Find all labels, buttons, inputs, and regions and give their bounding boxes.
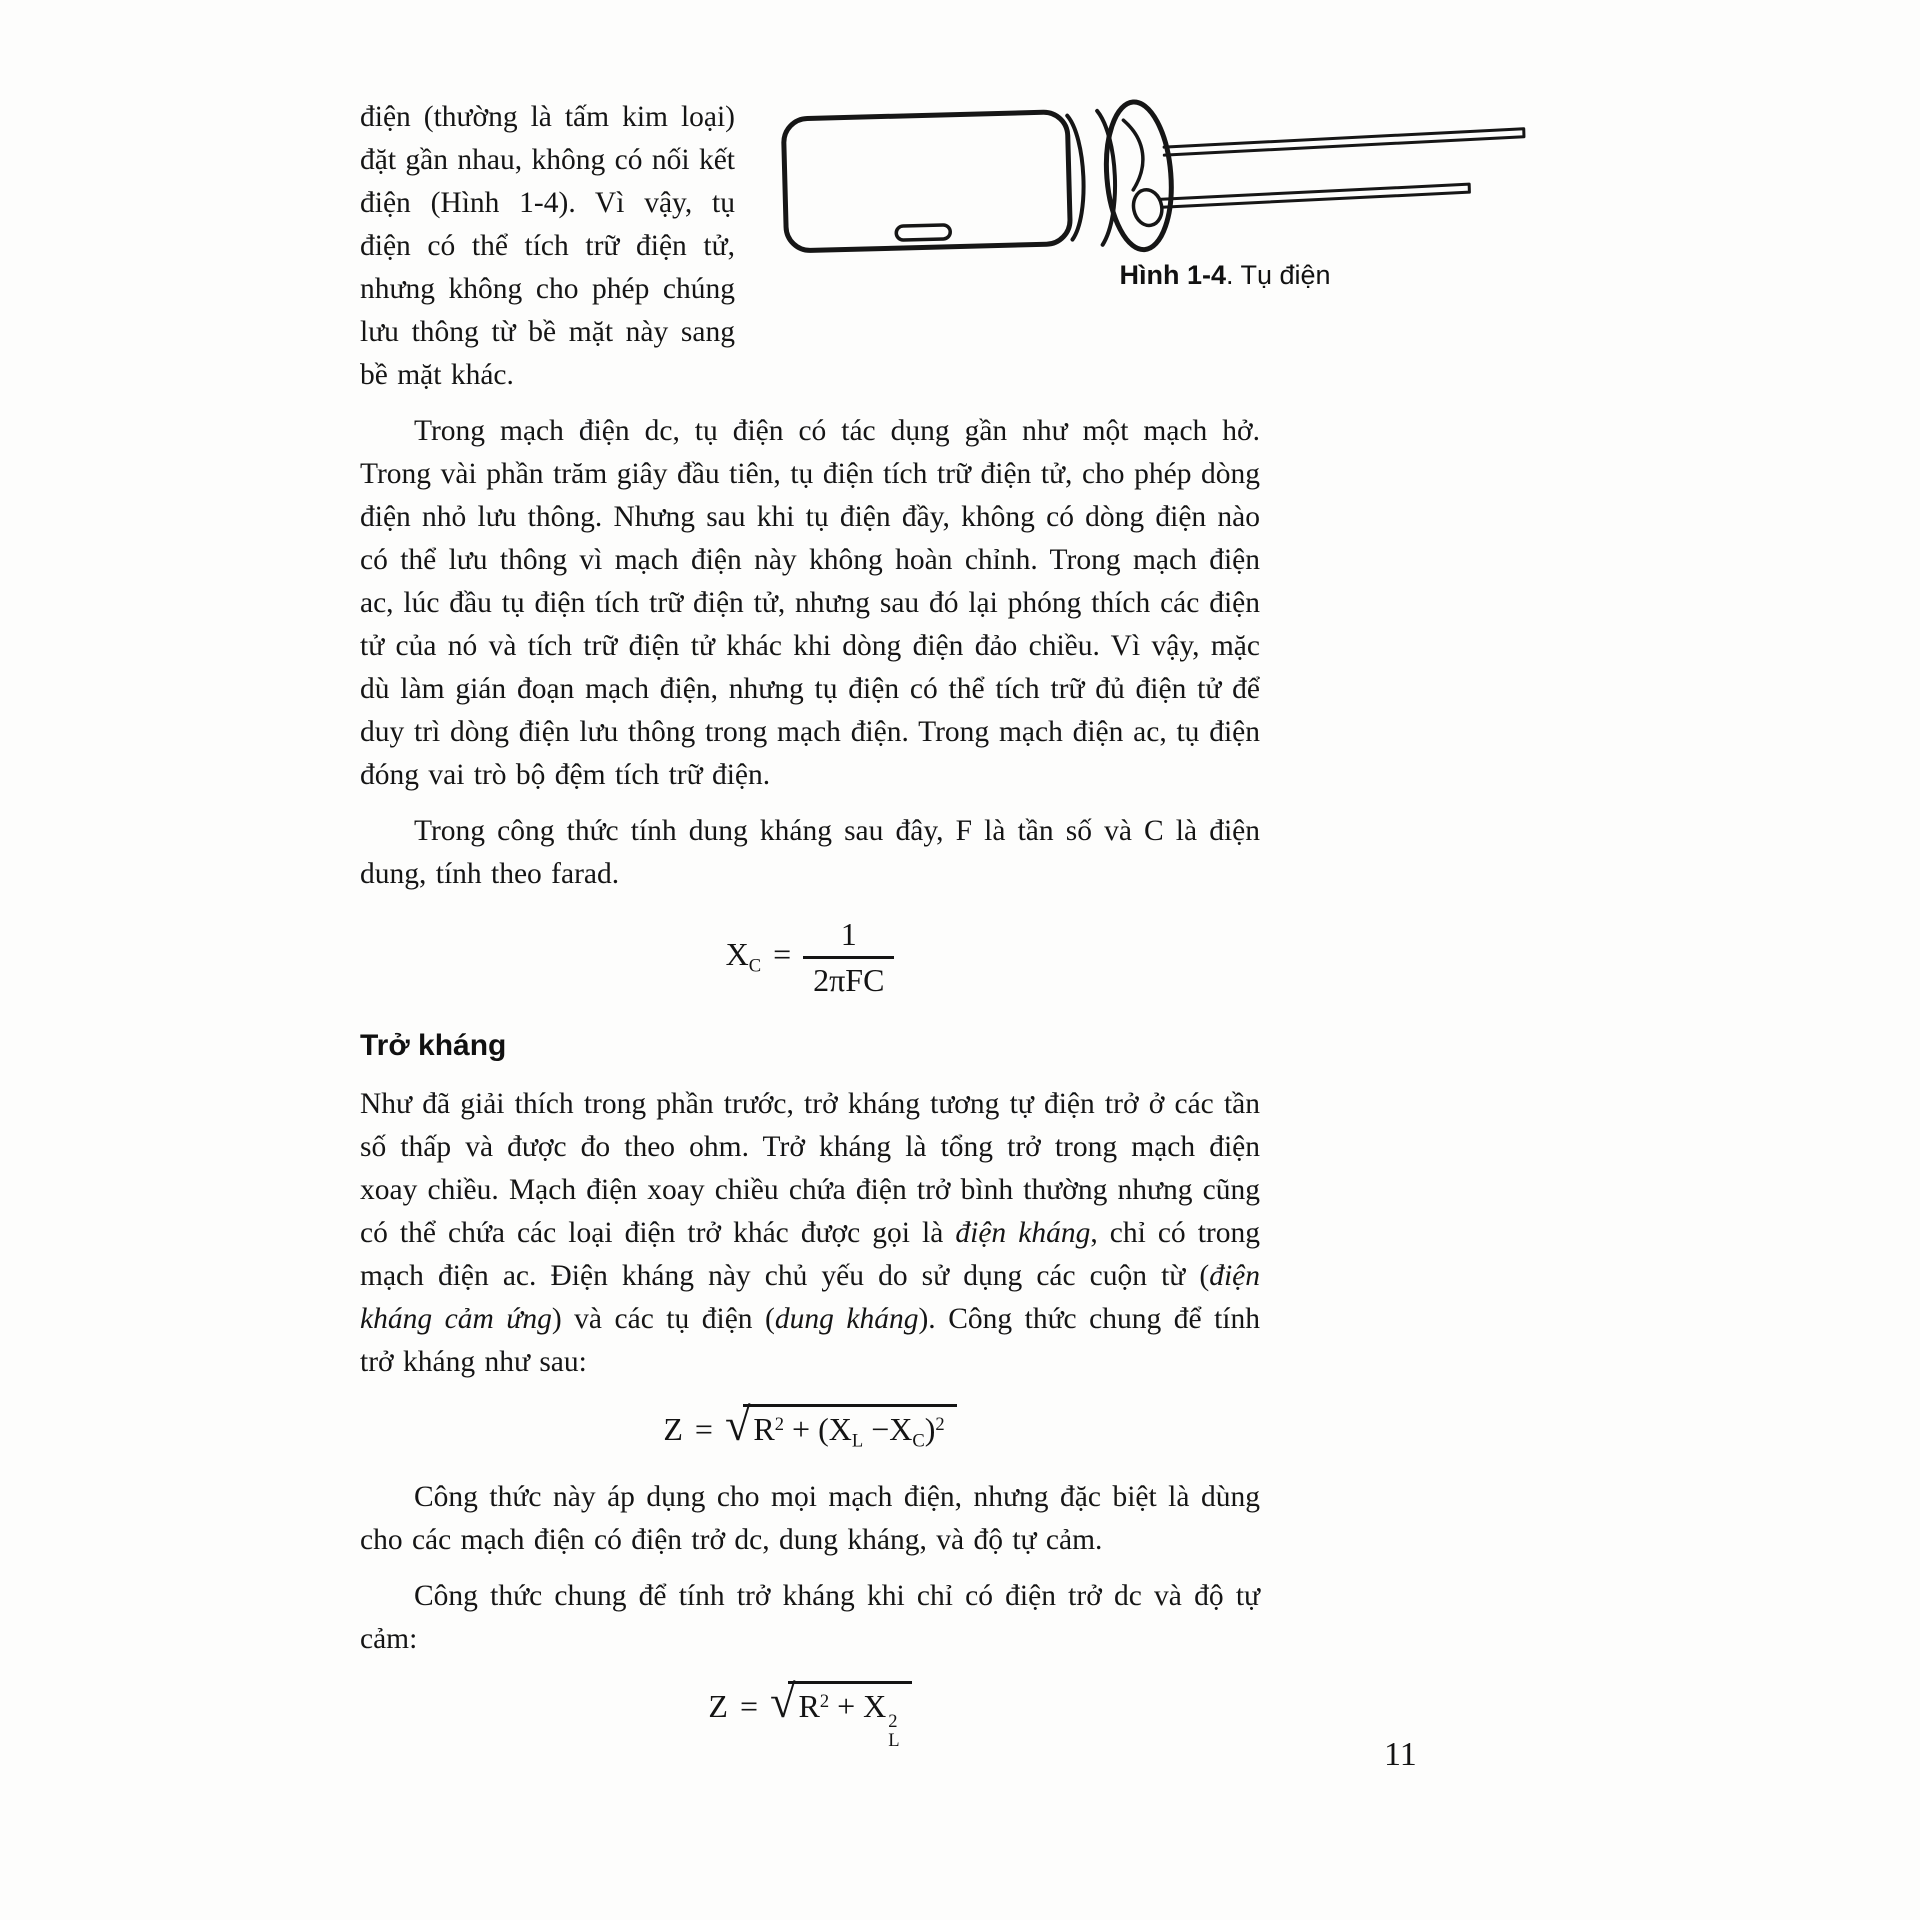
formula-impedance-general bbox=[360, 1400, 1260, 1452]
capacitor-intro-section bbox=[360, 96, 1331, 397]
text-segment-italic: điện kháng cảm ứng bbox=[360, 1260, 1260, 1335]
figure-1-4 bbox=[755, 98, 1545, 312]
radical-sign: √ bbox=[724, 1400, 751, 1451]
text-segment: ). Công thức chung để tính trở kháng như sau: bbox=[360, 1303, 1260, 1378]
text-segment: , chỉ có trong mạch điện ac. Điện kháng này chủ yếu do sử dụng các cuộn từ ( bbox=[360, 1217, 1261, 1292]
text-segment: Như đã giải thích trong phần trước, trở kháng tương tự điện trở ở các tần số thấp và được đo theo ohm. Trở kháng là tổng trở trong mạch điện xoay chiều. Mạch điện xoay chiều chứa điện trở bình thường nhưng cũng có thể chứa các loại điện trở khác được gọi là bbox=[360, 1088, 1260, 1249]
z-symbol: Z bbox=[663, 1411, 683, 1447]
paragraph-rl-intro: Công thức chung để tính trở kháng khi chỉ có điện trở dc và độ tự cảm: bbox=[360, 1580, 1260, 1656]
figure-caption bbox=[755, 260, 1545, 291]
section-heading-impedance: Trở kháng bbox=[360, 1029, 507, 1062]
figure-caption-label: Hình 1-4 bbox=[1119, 260, 1226, 290]
radical-sign: √ bbox=[770, 1677, 796, 1729]
text-segment-italic: dung kháng bbox=[774, 1303, 919, 1335]
fraction-numerator: 1 bbox=[840, 916, 857, 952]
paragraph-apply: Công thức này áp dụng cho mọi mạch điện, nhưng đặc biệt là dùng cho các mạch điện có điện trở dc, dung kháng, và độ tự cảm. bbox=[360, 1481, 1260, 1557]
xc-symbol: $X_C$ bbox=[725, 935, 762, 977]
equals-sign: = bbox=[739, 1688, 758, 1725]
text-segment: ) và các tụ điện ( bbox=[551, 1303, 775, 1335]
square-root bbox=[724, 1400, 957, 1452]
equals-sign: = bbox=[694, 1411, 713, 1447]
figure-caption-text: . Tụ điện bbox=[1225, 260, 1331, 290]
radicand: $R^2 + X$ 2 L bbox=[788, 1681, 911, 1750]
equals-sign: = bbox=[773, 935, 792, 972]
paragraph-impedance bbox=[360, 1083, 1260, 1384]
stacked-sub-sup: 2 L bbox=[888, 1710, 900, 1752]
page-number: 11 bbox=[1384, 1736, 1417, 1773]
radicand: $R^2 + (X_L -X_C)^2$ bbox=[743, 1404, 956, 1452]
paragraph-dc-circuit: Trong mạch điện dc, tụ điện có tác dụng gần như một mạch hở. Trong vài phần trăm giây đầu tiên, tụ điện tích trữ điện tử, cho phép dòng điện nhỏ lưu thông. Nhưng sau khi tụ điện đầy, không có dòng điện nào có thể lưu thông vì mạch điện này không hoàn chỉnh. Trong mạch điện ac, lúc đầu tụ điện tích trữ điện tử, nhưng sau đó lại phóng thích các điện tử của nó và tích trữ điện tử khác khi dòng điện đảo chiều. Vì vậy, mặc dù làm gián đoạn mạch điện, nhưng tụ điện có thể tích trữ đủ điện tử để duy trì dòng điện lưu thông trong mạch điện. Trong mạch điện ac, tụ điện đóng vai trò bộ đệm tích trữ điện. bbox=[360, 415, 1260, 791]
formula-capacitive-reactance bbox=[360, 916, 1260, 999]
capacitor-illustration bbox=[755, 98, 1545, 256]
z-symbol: Z bbox=[708, 1688, 728, 1725]
text-column bbox=[360, 96, 1331, 1775]
formula-impedance-rl bbox=[360, 1677, 1260, 1752]
fraction bbox=[803, 916, 894, 999]
text-segment-italic: điện kháng bbox=[955, 1217, 1091, 1249]
paragraph-formula-intro: Trong công thức tính dung kháng sau đây, F là tần số và C là điện dung, tính theo farad. bbox=[360, 815, 1260, 890]
square-root bbox=[770, 1677, 912, 1752]
fraction-denominator: 2πFC bbox=[803, 956, 894, 999]
paragraph-capacitor-wrap: điện (thường là tấm kim loại) đặt gần nhau, không có nối kết điện (Hình 1-4). Vì vậy, tụ điện có thể tích trữ điện tử, nhưng không cho phép chúng lưu thông từ bề mặt này sang bề mặt khác. bbox=[360, 101, 735, 391]
